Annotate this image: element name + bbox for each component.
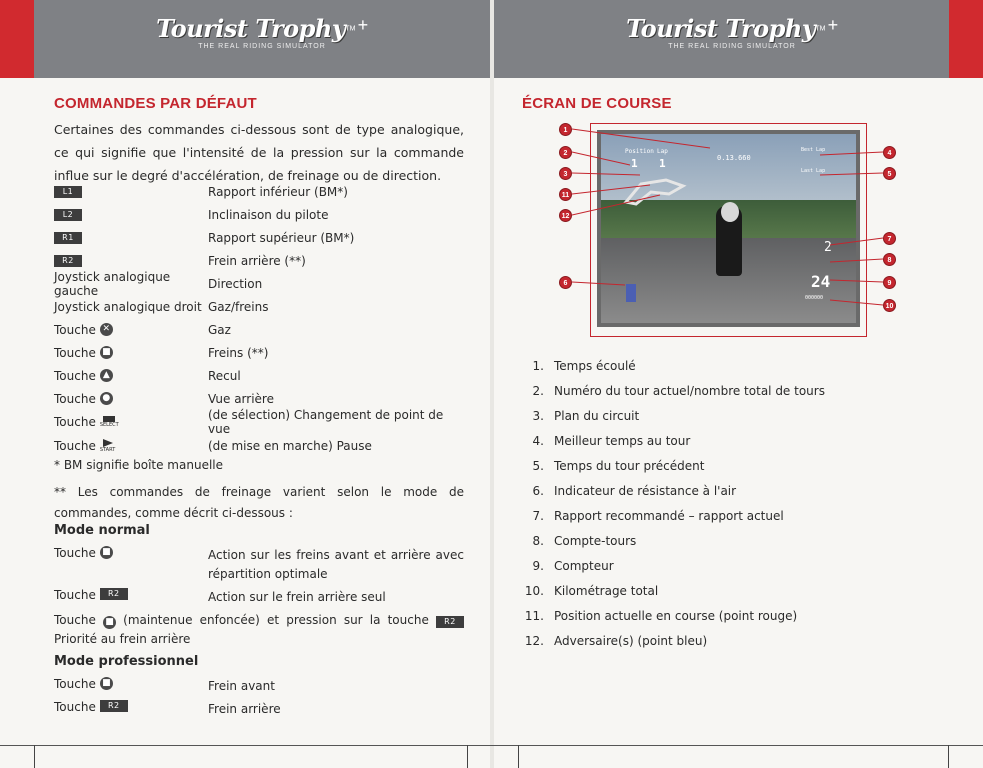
- logo-name: Tourist Trophy: [626, 14, 816, 43]
- callout-10: 10: [883, 299, 896, 312]
- legend-number: 3.: [532, 409, 544, 423]
- legend-number: 4.: [532, 434, 544, 448]
- mode-normal-title: Mode normal: [54, 523, 150, 538]
- logo-tm: TM: [345, 25, 356, 33]
- callout-11: 11: [559, 188, 572, 201]
- legend-item: [520, 484, 825, 509]
- mode-pro-title: Mode professionnel: [54, 654, 199, 669]
- hud-lap-label: Lap: [657, 148, 668, 155]
- key-label: Joystick analogique gauche: [54, 269, 171, 298]
- hud-speed: 24: [811, 272, 831, 291]
- legend-text: Temps écoulé: [554, 359, 636, 373]
- key-label: Touche: [54, 700, 96, 714]
- legend-number: 6.: [532, 484, 544, 498]
- legend-item: [520, 534, 825, 559]
- callout-4: 4: [883, 146, 896, 159]
- hud-position-label: Position: [625, 148, 654, 155]
- control-action: (de mise en marche) Pause: [208, 438, 372, 453]
- key-label: Touche: [54, 391, 96, 406]
- legend-item: [520, 584, 825, 609]
- callout-9: 9: [883, 276, 896, 289]
- footer-tick: [467, 745, 468, 768]
- control-action: Inclinaison du pilote: [208, 207, 329, 222]
- legend-item: [520, 409, 825, 434]
- hud-position-value: 1: [631, 157, 638, 170]
- key-label: Touche: [54, 368, 96, 383]
- legend-text: Temps du tour précédent: [554, 459, 705, 473]
- key-label: Joystick analogique droit: [54, 299, 202, 314]
- legend-item: [520, 459, 825, 484]
- callout-8: 8: [883, 253, 896, 266]
- callout-5: 5: [883, 167, 896, 180]
- callout-3: 3: [559, 167, 572, 180]
- legend-number: 11.: [524, 609, 544, 623]
- key-label: Touche: [54, 588, 96, 602]
- control-action: Rapport inférieur (BM*): [208, 184, 348, 199]
- key-label: Touche: [54, 414, 96, 429]
- callout-1: 1: [559, 123, 572, 136]
- callout-12: 12: [559, 209, 572, 222]
- action-text: Frein arrière: [208, 702, 281, 716]
- legend-item: [520, 559, 825, 584]
- footer-tick: [34, 745, 35, 768]
- key-label: Touche: [54, 546, 96, 560]
- control-action: Vue arrière: [208, 391, 274, 406]
- logo-plus: +: [357, 14, 368, 35]
- footer-tick: [948, 745, 949, 768]
- logo-subtitle: THE REAL RIDING SIMULATOR: [198, 43, 326, 50]
- key-label: Touche: [54, 345, 96, 360]
- control-action: Rapport supérieur (BM*): [208, 230, 355, 245]
- legend-text: Meilleur temps au tour: [554, 434, 691, 448]
- footer-tick: [518, 745, 519, 768]
- cross-button-icon: ✕: [100, 323, 113, 336]
- legend-number: 7.: [532, 509, 544, 523]
- control-action: Gaz/freins: [208, 299, 269, 314]
- legend-item: [520, 359, 825, 384]
- r2-button-icon: R2: [54, 255, 82, 267]
- note-bm: * BM signifie boîte manuelle: [54, 458, 223, 472]
- logo-name: Tourist Trophy: [156, 14, 346, 43]
- legend-number: 9.: [532, 559, 544, 573]
- legend-text: Kilométrage total: [554, 584, 659, 598]
- legend-text: Plan du circuit: [554, 409, 640, 423]
- logo-tm: TM: [815, 25, 826, 33]
- legend-number: 12.: [524, 634, 544, 648]
- circle-button-icon: ●: [100, 392, 113, 405]
- logo-plus: +: [827, 14, 838, 35]
- r1-button-icon: R1: [54, 232, 82, 244]
- hud-time: 0.13.660: [717, 154, 751, 162]
- legend-number: 5.: [532, 459, 544, 473]
- left-section-title: COMMANDES PAR DÉFAUT: [54, 95, 257, 112]
- legend-number: 8.: [532, 534, 544, 548]
- footer-rule: [0, 745, 983, 746]
- intro-paragraph: Certaines des commandes ci-dessous sont de type analogique, ce qui signifie que l'intensité de la pression sur la commande influe sur le degré d'accélération, de freinage ou de direction.: [54, 122, 464, 183]
- control-action: Recul: [208, 368, 241, 383]
- legend-item: [520, 509, 825, 534]
- row3-text: (maintenue enfoncée) et pression sur la touche: [123, 613, 429, 627]
- square-button-icon: ■: [100, 546, 113, 559]
- control-action: Frein arrière (**): [208, 253, 306, 268]
- hud-gear: 2: [824, 240, 832, 255]
- key-label: Touche: [54, 322, 96, 337]
- r2-button-icon: R2: [100, 700, 128, 712]
- control-action: (de sélection) Changement de point de vue: [208, 407, 444, 436]
- square-button-icon: ■: [100, 346, 113, 359]
- legend-number: 2.: [532, 384, 544, 398]
- logo-subtitle: THE REAL RIDING SIMULATOR: [668, 43, 796, 50]
- legend-number: 10.: [524, 584, 544, 598]
- action-text: Action sur les freins avant et arrière avec répartition optimale: [208, 548, 464, 581]
- control-action: Direction: [208, 276, 263, 291]
- legend-number: 1.: [532, 359, 544, 373]
- legend-item: [520, 609, 825, 634]
- key-label: Touche: [54, 613, 96, 627]
- hud-lap-value: 1: [659, 157, 666, 170]
- legend-item: [520, 634, 825, 659]
- callout-7: 7: [883, 232, 896, 245]
- square-button-icon: ■: [100, 677, 113, 690]
- square-button-icon: ■: [103, 616, 116, 629]
- l2-button-icon: L2: [54, 209, 82, 221]
- legend-text: Rapport recommandé – rapport actuel: [554, 509, 784, 523]
- legend-text: Position actuelle en course (point rouge): [554, 609, 798, 623]
- select-label: SELECT: [99, 421, 119, 428]
- legend-text: Indicateur de résistance à l'air: [554, 484, 737, 498]
- l1-button-icon: L1: [54, 186, 82, 198]
- control-action: Gaz: [208, 322, 231, 337]
- hud-odometer: 000000: [805, 295, 824, 301]
- legend-list: [520, 359, 825, 659]
- action-text: Action sur le frein arrière seul: [208, 590, 386, 604]
- legend-item: [520, 384, 825, 409]
- legend-text: Compteur: [554, 559, 614, 573]
- control-action: Freins (**): [208, 345, 269, 360]
- legend-text: Numéro du tour actuel/nombre total de tours: [554, 384, 825, 398]
- r2-button-icon: R2: [100, 588, 128, 600]
- start-label: START: [99, 446, 116, 453]
- legend-text: Compte-tours: [554, 534, 637, 548]
- right-section-title: ÉCRAN DE COURSE: [522, 95, 672, 112]
- note-brake: ** Les commandes de freinage varient selon le mode de commandes, comme décrit ci-dessous :: [54, 485, 464, 520]
- callout-2: 2: [559, 146, 572, 159]
- hud-last-lap: Last Lap: [801, 168, 826, 174]
- legend-item: [520, 434, 825, 459]
- callout-6: 6: [559, 276, 572, 289]
- row3-priority: Priorité au frein arrière: [54, 632, 191, 646]
- key-label: Touche: [54, 677, 96, 691]
- triangle-button-icon: ▲: [100, 369, 113, 382]
- key-label: Touche: [54, 438, 96, 453]
- hud-best-lap: Best Lap: [801, 147, 826, 153]
- action-text: Frein avant: [208, 679, 275, 693]
- r2-button-icon: R2: [436, 616, 464, 628]
- legend-text: Adversaire(s) (point bleu): [554, 634, 708, 648]
